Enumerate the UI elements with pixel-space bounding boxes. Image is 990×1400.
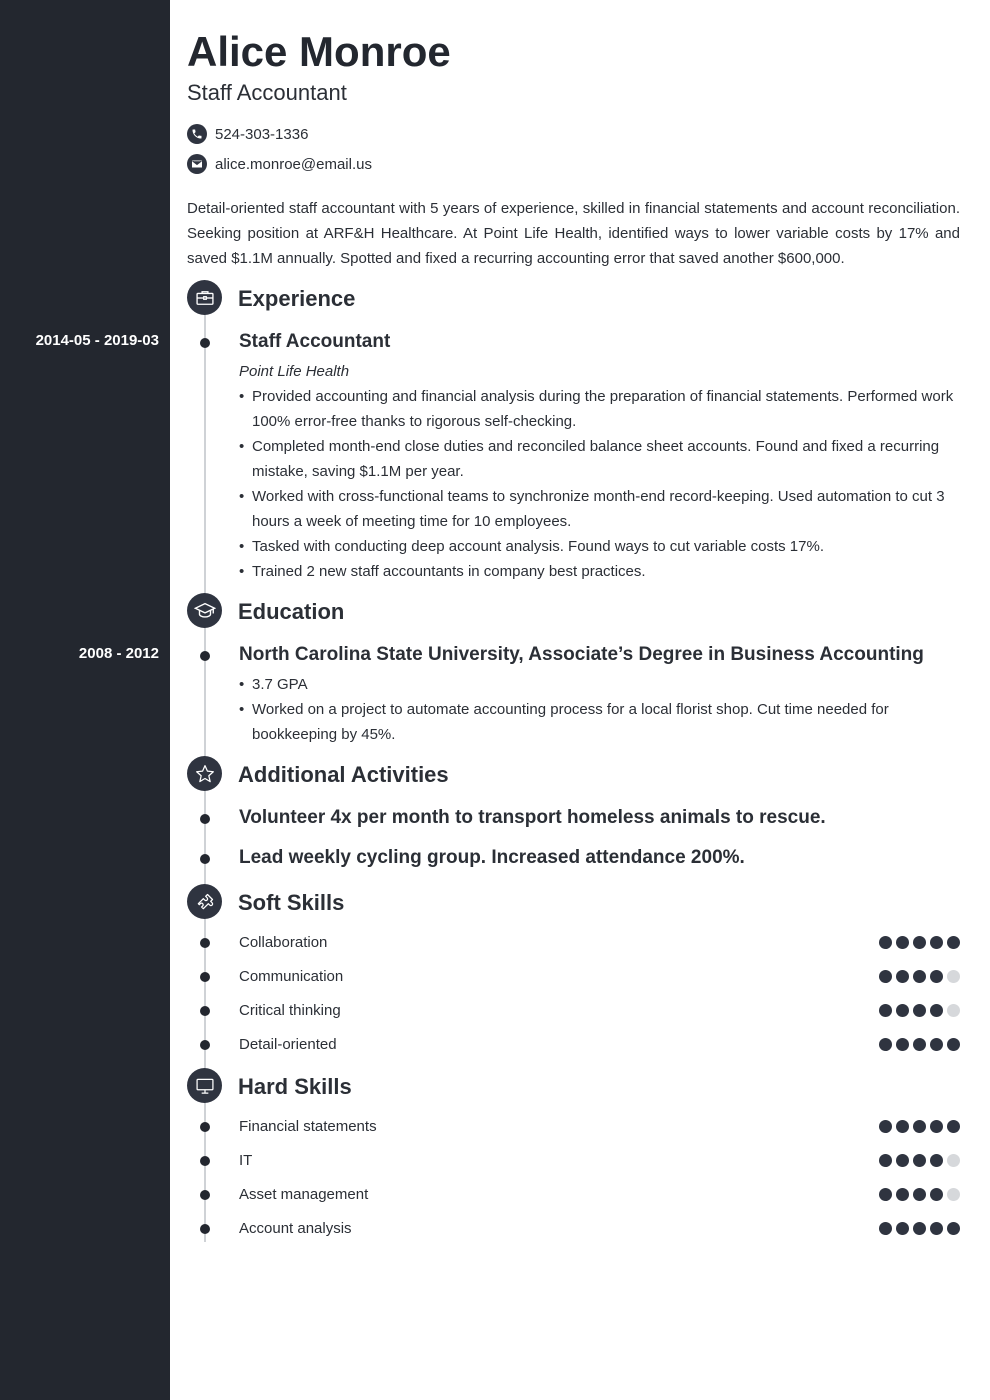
- job-title: Staff Accountant: [239, 331, 391, 352]
- rating-dot-filled: [896, 1004, 909, 1017]
- rating-dot-filled: [913, 936, 926, 949]
- skill-row: [187, 967, 960, 987]
- list-item: • Completed month-end close duties and reconciled balance sheet accounts. Found and fixed a recurring mistake, saving $1.1M per year.: [239, 434, 960, 484]
- email-text[interactable]: alice.monroe@email.us: [215, 155, 372, 173]
- rating-dot-empty: [947, 1154, 960, 1167]
- phone-text: 524-303-1336: [215, 125, 309, 143]
- skill-name: Critical thinking: [239, 1002, 341, 1019]
- rating-dot-filled: [896, 936, 909, 949]
- rating-dot-filled: [947, 1038, 960, 1051]
- skill-name: Detail-oriented: [239, 1036, 337, 1053]
- rating-dot-filled: [879, 1188, 892, 1201]
- rating-dot-filled: [879, 1004, 892, 1017]
- rating-dot-filled: [930, 936, 943, 949]
- skill-name: Collaboration: [239, 934, 328, 951]
- briefcase-icon: [187, 280, 222, 315]
- rating-dot-filled: [879, 936, 892, 949]
- skill-name: Financial statements: [239, 1118, 377, 1135]
- timeline-dot: [200, 972, 210, 982]
- soft-skills-heading: Soft Skills: [238, 890, 345, 915]
- rating-dot-filled: [947, 936, 960, 949]
- star-icon: [187, 756, 222, 791]
- timeline-dot: [200, 1122, 210, 1132]
- rating-dot-filled: [896, 1154, 909, 1167]
- skill-rating: [879, 1038, 960, 1051]
- rating-dot-filled: [913, 1038, 926, 1051]
- timeline-dot: [200, 1040, 210, 1050]
- rating-dot-filled: [913, 970, 926, 983]
- rating-dot-filled: [930, 1120, 943, 1133]
- timeline-dot: [200, 814, 210, 824]
- timeline-dot: [200, 1190, 210, 1200]
- education-date: 2008 - 2012: [78, 645, 159, 662]
- skill-rating: [879, 1120, 960, 1133]
- skill-name: Account analysis: [239, 1220, 352, 1237]
- phone-contact: [187, 123, 308, 145]
- rating-dot-filled: [896, 1120, 909, 1133]
- skill-row: [187, 1117, 960, 1137]
- candidate-name: Alice Monroe: [187, 28, 451, 75]
- summary: Detail-oriented staff accountant with 5 years of experience, skilled in financial statements and account reconciliation. Seeking position at ARF&H Healthcare. At Point Life Health, identified ways to lower variable costs by 17% and saved $1.1M annually. Spotted and fixed a recurring accounting error that saved another $600,000.: [187, 200, 960, 267]
- timeline-dot: [200, 938, 210, 948]
- rating-dot-filled: [930, 1154, 943, 1167]
- rating-dot-filled: [930, 970, 943, 983]
- timeline-dot: [200, 1156, 210, 1166]
- rating-dot-empty: [947, 970, 960, 983]
- timeline-dot: [200, 1006, 210, 1016]
- sidebar: [0, 0, 170, 1400]
- rating-dot-filled: [930, 1038, 943, 1051]
- rating-dot-empty: [947, 1004, 960, 1017]
- list-item: • 3.7 GPA: [239, 672, 960, 697]
- skill-row: [187, 933, 960, 953]
- skill-rating: [879, 936, 960, 949]
- timeline-dot: [200, 651, 210, 661]
- experience-heading: Experience: [238, 286, 356, 311]
- rating-dot-filled: [879, 1038, 892, 1051]
- email-contact: [187, 153, 372, 175]
- rating-dot-filled: [896, 970, 909, 983]
- skill-row: [187, 1185, 960, 1205]
- skill-rating: [879, 1004, 960, 1017]
- activity-item: Lead weekly cycling group. Increased attendance 200%.: [239, 847, 745, 868]
- skill-rating: [879, 1188, 960, 1201]
- skill-rating: [879, 1222, 960, 1235]
- list-item: • Provided accounting and financial analysis during the preparation of financial statements. Performed work 100% error-free thanks to rigorous self-checking.: [239, 384, 960, 434]
- list-item: • Worked on a project to automate accounting process for a local florist shop. Cut time needed for bookkeeping by 45%.: [239, 697, 960, 747]
- candidate-title: Staff Accountant: [187, 80, 347, 105]
- rating-dot-filled: [896, 1188, 909, 1201]
- timeline-dot: [200, 854, 210, 864]
- skill-name: IT: [239, 1152, 253, 1169]
- rating-dot-filled: [930, 1222, 943, 1235]
- skill-row: [187, 1001, 960, 1021]
- rating-dot-filled: [913, 1154, 926, 1167]
- degree-title: North Carolina State University, Associate’s Degree in Business Accounting: [239, 644, 924, 665]
- skill-rating: [879, 970, 960, 983]
- puzzle-icon: [187, 884, 222, 919]
- rating-dot-empty: [947, 1188, 960, 1201]
- rating-dot-filled: [913, 1120, 926, 1133]
- monitor-icon: [187, 1068, 222, 1103]
- skill-name: Asset management: [239, 1186, 369, 1203]
- timeline-dot: [200, 1224, 210, 1234]
- hard-skills-heading: Hard Skills: [238, 1074, 352, 1099]
- activity-item: Volunteer 4x per month to transport homeless animals to rescue.: [239, 807, 826, 828]
- rating-dot-filled: [896, 1222, 909, 1235]
- skill-rating: [879, 1154, 960, 1167]
- rating-dot-filled: [913, 1188, 926, 1201]
- list-item: • Worked with cross-functional teams to synchronize month-end record-keeping. Used automation to cut 3 hours a week of meeting time for 10 employees.: [239, 484, 960, 534]
- skill-row: [187, 1219, 960, 1239]
- rating-dot-filled: [913, 1222, 926, 1235]
- rating-dot-filled: [879, 1222, 892, 1235]
- education-bullets: [239, 672, 960, 747]
- experience-date: 2014-05 - 2019-03: [35, 332, 159, 349]
- timeline-dot: [200, 338, 210, 348]
- rating-dot-filled: [879, 1120, 892, 1133]
- activities-heading: Additional Activities: [238, 762, 449, 787]
- rating-dot-filled: [913, 1004, 926, 1017]
- rating-dot-filled: [930, 1188, 943, 1201]
- email-icon: [187, 154, 207, 174]
- rating-dot-filled: [879, 1154, 892, 1167]
- education-heading: Education: [238, 599, 345, 624]
- rating-dot-filled: [930, 1004, 943, 1017]
- skill-row: [187, 1035, 960, 1055]
- company-name: Point Life Health: [239, 363, 350, 380]
- phone-icon: [187, 124, 207, 144]
- list-item: • Trained 2 new staff accountants in company best practices.: [239, 559, 960, 584]
- rating-dot-filled: [896, 1038, 909, 1051]
- list-item: • Tasked with conducting deep account analysis. Found ways to cut variable costs 17%.: [239, 534, 960, 559]
- rating-dot-filled: [879, 970, 892, 983]
- rating-dot-filled: [947, 1120, 960, 1133]
- graduation-cap-icon: [187, 593, 222, 628]
- skill-name: Communication: [239, 968, 344, 985]
- rating-dot-filled: [947, 1222, 960, 1235]
- skill-row: [187, 1151, 960, 1171]
- job-bullets: [239, 384, 960, 584]
